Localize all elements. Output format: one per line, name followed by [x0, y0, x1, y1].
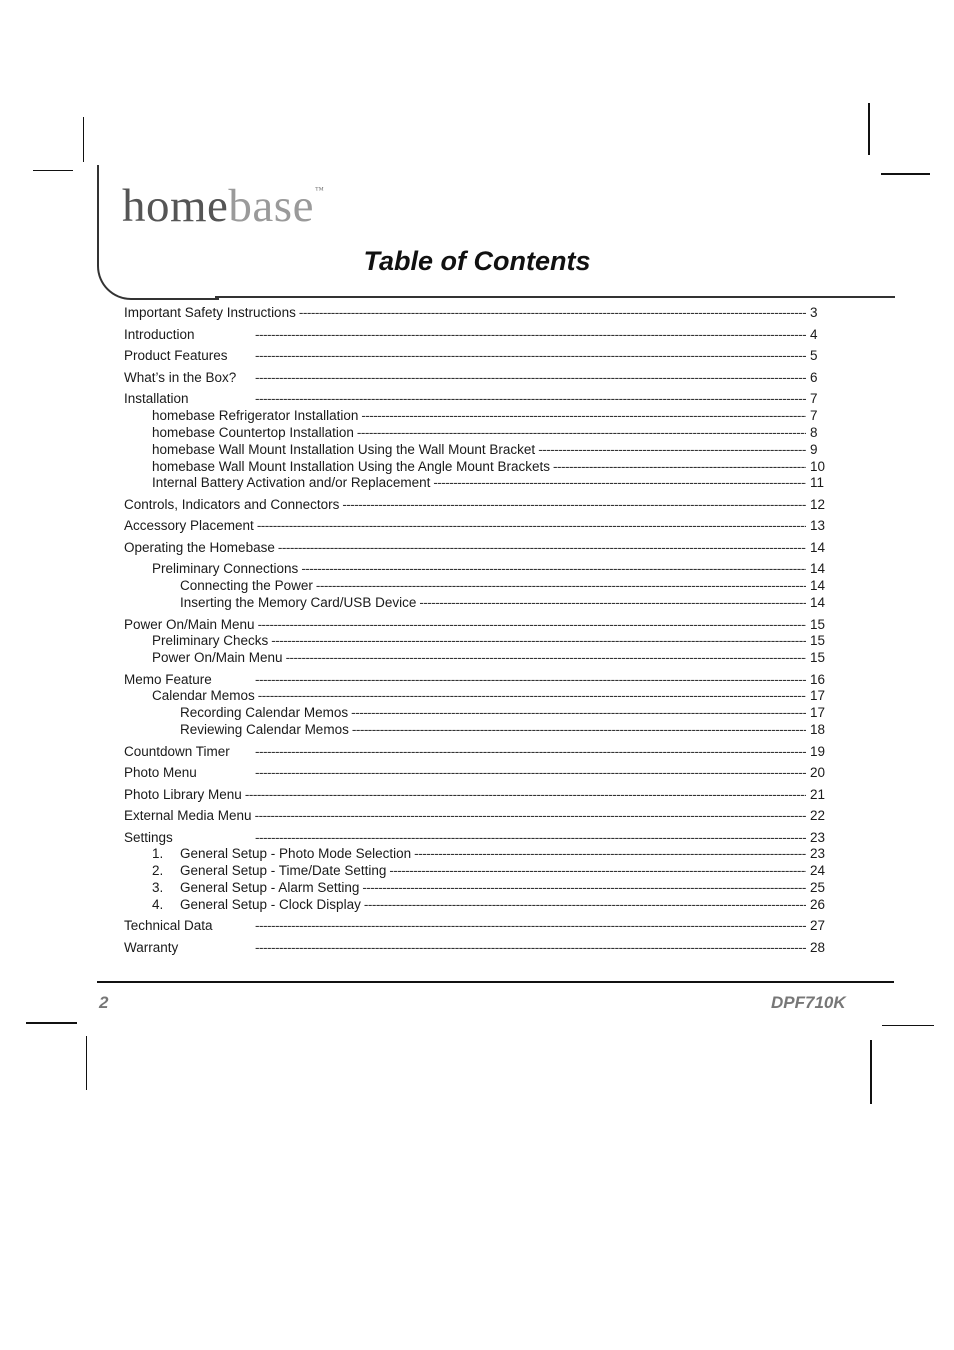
toc-leader-dashes	[364, 896, 806, 913]
toc-leader-dashes	[258, 616, 806, 633]
toc-leader-dashes	[255, 807, 806, 824]
toc-leader-dashes	[258, 687, 806, 704]
toc-entry-label: What’s in the Box?	[124, 370, 237, 385]
toc-entry-page: 14	[810, 561, 826, 576]
toc-entry-label: Photo Menu	[124, 765, 197, 780]
toc-entry-page: 14	[810, 540, 826, 555]
toc-leader-dashes	[351, 704, 806, 721]
crop-mark	[870, 1040, 872, 1104]
toc-entry-label: External Media Menu	[124, 808, 252, 823]
toc-entry	[124, 917, 827, 934]
toc-entry	[124, 786, 827, 803]
toc-entry-page: 19	[810, 744, 826, 759]
toc-entry	[124, 407, 827, 424]
toc-entry-number: 4.	[152, 897, 164, 912]
toc-entry-page: 9	[810, 442, 818, 457]
toc-leader-dashes	[419, 594, 806, 611]
toc-entry-page: 16	[810, 672, 826, 687]
toc-entry	[124, 862, 827, 879]
toc-entry-label: Preliminary Checks	[152, 633, 269, 648]
toc-entry-number: 3.	[152, 880, 164, 895]
toc-entry-page: 15	[810, 650, 826, 665]
toc-entry-label: homebase Refrigerator Installation	[152, 408, 359, 423]
toc-leader-dashes	[255, 764, 806, 781]
toc-leader-dashes	[255, 671, 806, 688]
toc-entry	[124, 390, 827, 407]
toc-entry-page: 27	[810, 918, 826, 933]
model-number: DPF710K	[771, 993, 846, 1012]
toc-entry	[124, 879, 827, 896]
toc-entry-label: Photo Library Menu	[124, 787, 242, 802]
toc-leader-dashes	[357, 424, 806, 441]
toc-entry-page: 14	[810, 595, 826, 610]
toc-entry-number: 1.	[152, 846, 164, 861]
toc-entry-label: Product Features	[124, 348, 228, 363]
toc-entry-page: 28	[810, 940, 826, 955]
toc-entry-label: Settings	[124, 830, 173, 845]
toc-entry	[124, 845, 827, 862]
toc-entry-page: 5	[810, 348, 818, 363]
toc-entry-label: homebase Countertop Installation	[152, 425, 354, 440]
toc-entry-label: General Setup - Photo Mode Selection	[180, 846, 412, 861]
toc-entry	[124, 474, 827, 491]
toc-leader-dashes	[299, 304, 806, 321]
toc-entry-label: Countdown Timer	[124, 744, 230, 759]
toc-entry-label: Operating the Homebase	[124, 540, 275, 555]
toc-leader-dashes	[389, 862, 806, 879]
toc-entry-label: Recording Calendar Memos	[180, 705, 349, 720]
toc-entry-label: Technical Data	[124, 918, 213, 933]
toc-leader-dashes	[414, 845, 806, 862]
toc-entry-label: Inserting the Memory Card/USB Device	[180, 595, 417, 610]
toc-entry-number: 2.	[152, 863, 164, 878]
toc-leader-dashes	[255, 917, 806, 934]
toc-entry-page: 14	[810, 578, 826, 593]
toc-entry-page: 10	[810, 459, 826, 474]
toc-leader-dashes	[362, 879, 806, 896]
toc-leader-dashes	[245, 786, 806, 803]
toc-entry-page: 11	[810, 475, 825, 490]
toc-leader-dashes	[255, 369, 806, 386]
crop-mark	[881, 173, 930, 175]
toc-entry	[124, 632, 827, 649]
toc-entry-label: Connecting the Power	[180, 578, 313, 593]
toc-leader-dashes	[257, 517, 806, 534]
toc-entry	[124, 304, 827, 321]
toc-entry	[124, 939, 827, 956]
toc-entry-label: Reviewing Calendar Memos	[180, 722, 349, 737]
toc-entry	[124, 671, 827, 688]
toc-entry-page: 15	[810, 617, 826, 632]
toc-entry	[124, 896, 827, 913]
toc-leader-dashes	[278, 539, 806, 556]
toc-leader-dashes	[255, 939, 806, 956]
toc-leader-dashes	[352, 721, 806, 738]
crop-mark	[33, 170, 73, 171]
toc-entry-page: 21	[810, 787, 826, 802]
toc-entry-label: Controls, Indicators and Connectors	[124, 497, 340, 512]
toc-entry-page: 20	[810, 765, 826, 780]
footer-rule	[97, 981, 894, 983]
logo-home: home	[122, 180, 229, 232]
toc-entry-label: Calendar Memos	[152, 688, 255, 703]
toc-leader-dashes	[255, 743, 806, 760]
toc-entry-page: 26	[810, 897, 826, 912]
toc-entry-page: 23	[810, 830, 826, 845]
logo-trademark: ™	[314, 185, 325, 195]
toc-entry	[124, 577, 827, 594]
toc-entry-page: 24	[810, 863, 826, 878]
toc-entry-label: Accessory Placement	[124, 518, 254, 533]
toc-entry-label: Power On/Main Menu	[152, 650, 283, 665]
toc-entry	[124, 764, 827, 781]
toc-entry	[124, 807, 827, 824]
toc-leader-dashes	[361, 407, 806, 424]
toc-entry	[124, 594, 827, 611]
page-title: Table of Contents	[363, 246, 591, 276]
toc-entry-page: 7	[810, 391, 818, 406]
toc-entry-label: General Setup - Alarm Setting	[180, 880, 360, 895]
toc-leader-dashes	[433, 474, 806, 491]
toc-leader-dashes	[538, 441, 806, 458]
toc-entry-page: 17	[810, 688, 826, 703]
toc-entry	[124, 743, 827, 760]
toc-entry	[124, 517, 827, 534]
toc-leader-dashes	[271, 632, 806, 649]
toc-entry-page: 23	[810, 846, 826, 861]
toc-entry	[124, 326, 827, 343]
toc-entry-label: Memo Feature	[124, 672, 212, 687]
toc-entry	[124, 441, 827, 458]
toc-leader-dashes	[255, 390, 806, 407]
toc-entry	[124, 829, 827, 846]
toc-leader-dashes	[255, 347, 806, 364]
toc-entry-label: Installation	[124, 391, 189, 406]
toc-entry-page: 15	[810, 633, 826, 648]
toc-entry-page: 25	[810, 880, 826, 895]
page-number: 2	[99, 993, 109, 1012]
toc-entry-label: Internal Battery Activation and/or Replacement	[152, 475, 431, 490]
toc-entry-label: Important Safety Instructions	[124, 305, 296, 320]
toc-entry-page: 8	[810, 425, 818, 440]
toc-entry	[124, 649, 827, 666]
toc-entry-label: Introduction	[124, 327, 195, 342]
toc-entry-page: 13	[810, 518, 826, 533]
toc-entry-page: 17	[810, 705, 826, 720]
toc-entry-label: General Setup - Time/Date Setting	[180, 863, 387, 878]
toc-entry-page: 18	[810, 722, 826, 737]
toc-leader-dashes	[553, 458, 806, 475]
toc-entry-page: 12	[810, 497, 826, 512]
toc-leader-dashes	[286, 649, 806, 666]
toc-entry	[124, 721, 827, 738]
toc-entry-label: General Setup - Clock Display	[180, 897, 361, 912]
crop-mark	[83, 117, 84, 162]
toc-leader-dashes	[316, 577, 806, 594]
toc-entry	[124, 704, 827, 721]
toc-entry-page: 4	[810, 327, 818, 342]
toc-entry-label: Power On/Main Menu	[124, 617, 255, 632]
toc-entry	[124, 539, 827, 556]
header-rule	[215, 296, 895, 298]
toc-leader-dashes	[301, 560, 806, 577]
toc-entry	[124, 496, 827, 513]
toc-entry	[124, 560, 827, 577]
toc-leader-dashes	[255, 829, 806, 846]
crop-mark	[26, 1022, 77, 1024]
toc-entry-page: 22	[810, 808, 826, 823]
toc-leader-dashes	[255, 326, 806, 343]
toc-leader-dashes	[342, 496, 806, 513]
toc-entry-label: Preliminary Connections	[152, 561, 299, 576]
toc-entry	[124, 369, 827, 386]
crop-mark	[868, 103, 870, 155]
toc-entry-label: Warranty	[124, 940, 179, 955]
toc-entry	[124, 616, 827, 633]
crop-mark	[86, 1036, 87, 1090]
toc-entry	[124, 347, 827, 364]
toc-entry	[124, 458, 827, 475]
logo-base: base	[228, 180, 314, 232]
toc-entry	[124, 687, 827, 704]
toc-entry-label: homebase Wall Mount Installation Using the Wall Mount Bracket	[152, 442, 536, 457]
homebase-logo	[122, 180, 325, 232]
toc-entry-page: 3	[810, 305, 818, 320]
toc-entry-page: 6	[810, 370, 818, 385]
crop-mark	[882, 1025, 934, 1026]
toc-entry-page: 7	[810, 408, 818, 423]
toc-entry	[124, 424, 827, 441]
toc-entry-label: homebase Wall Mount Installation Using the Angle Mount Brackets	[152, 459, 550, 474]
